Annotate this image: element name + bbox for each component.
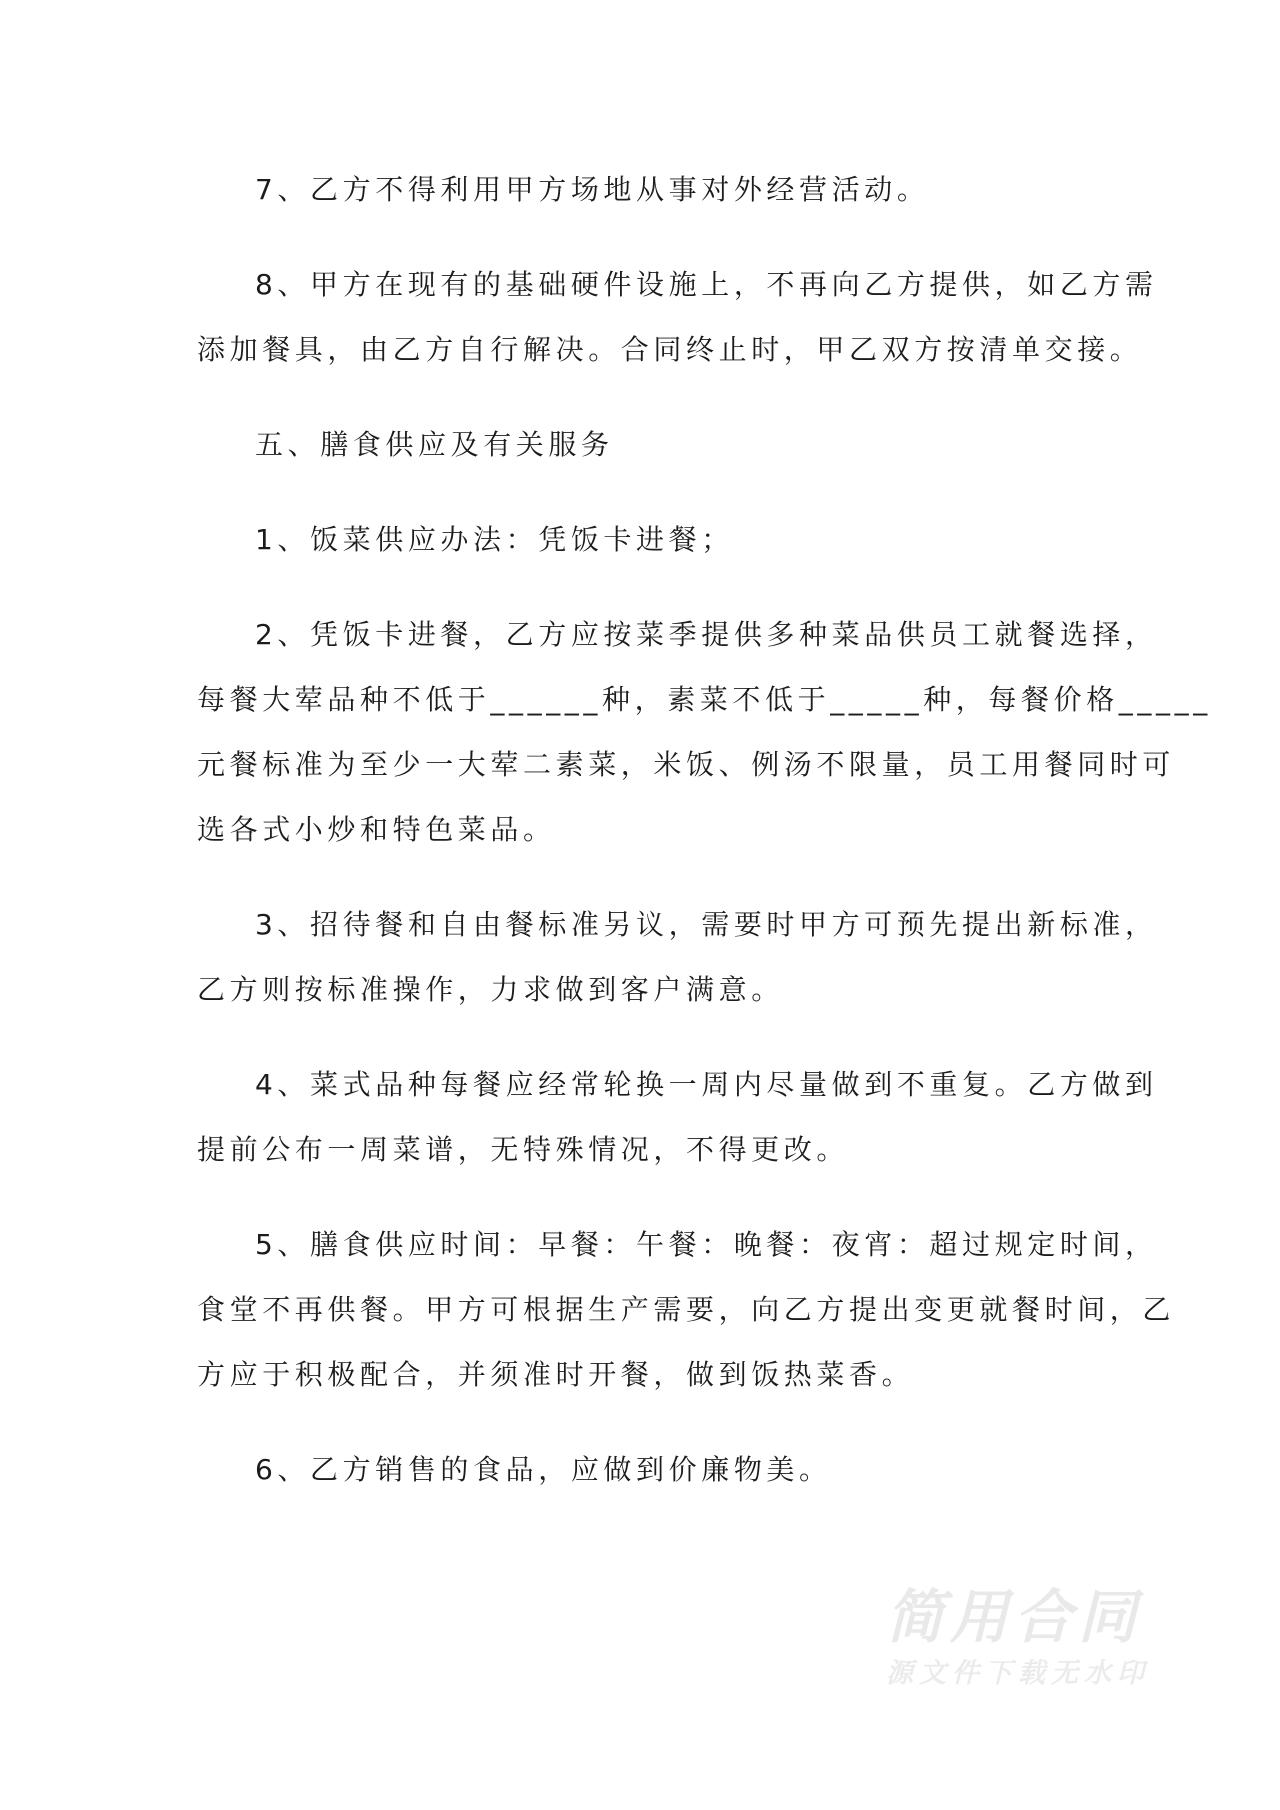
section-5-clause-2-line-1: 2、凭饭卡进餐，乙方应按菜季提供多种菜品供员工就餐选择， <box>255 618 1158 651</box>
section-5-clause-3-line-2: 乙方则按标准操作，力求做到客户满意。 <box>197 973 784 1006</box>
section-heading: 五、膳食供应及有关服务 <box>255 428 614 461</box>
section-5-clause-5-line-2: 食堂不再供餐。甲方可根据生产需要，向乙方提出变更就餐时间，乙 <box>197 1293 1176 1326</box>
watermark <box>880 1585 1210 1695</box>
section-5-clause-2-line-4: 选各式小炒和特色菜品。 <box>197 813 556 846</box>
watermark-title: 简用合同 <box>886 1583 1143 1651</box>
clause-7: 7、乙方不得利用甲方场地从事对外经营活动。 <box>255 173 930 206</box>
section-5-clause-4-line-1: 4、菜式品种每餐应经常轮换一周内尽量做到不重复。乙方做到 <box>255 1068 1158 1101</box>
section-5-clause-5-line-3: 方应于积极配合，并须准时开餐，做到饭热菜香。 <box>197 1358 915 1391</box>
clause-8-line-1: 8、甲方在现有的基础硬件设施上，不再向乙方提供，如乙方需 <box>255 268 1158 301</box>
section-5-clause-3-line-1: 3、招待餐和自由餐标准另议，需要时甲方可预先提出新标准， <box>255 908 1158 941</box>
watermark-subtitle: 源文件下载无水印 <box>886 1658 1150 1689</box>
section-5-clause-6: 6、乙方销售的食品，应做到价廉物美。 <box>255 1453 832 1486</box>
section-5-clause-2-line-2: 每餐大荤品种不低于______种，素菜不低于_____种，每餐价格_____ <box>197 683 1212 716</box>
clause-8-line-2: 添加餐具，由乙方自行解决。合同终止时，甲乙双方按清单交接。 <box>197 333 1143 366</box>
section-5-clause-5-line-1: 5、膳食供应时间：早餐：午餐：晚餐：夜宵：超过规定时间， <box>255 1228 1158 1261</box>
section-5-clause-4-line-2: 提前公布一周菜谱，无特殊情况，不得更改。 <box>197 1133 850 1166</box>
section-5-clause-2-line-3: 元餐标准为至少一大荤二素菜，米饭、例汤不限量，员工用餐同时可 <box>197 748 1176 781</box>
section-5-clause-1: 1、饭菜供应办法：凭饭卡进餐； <box>255 523 734 556</box>
